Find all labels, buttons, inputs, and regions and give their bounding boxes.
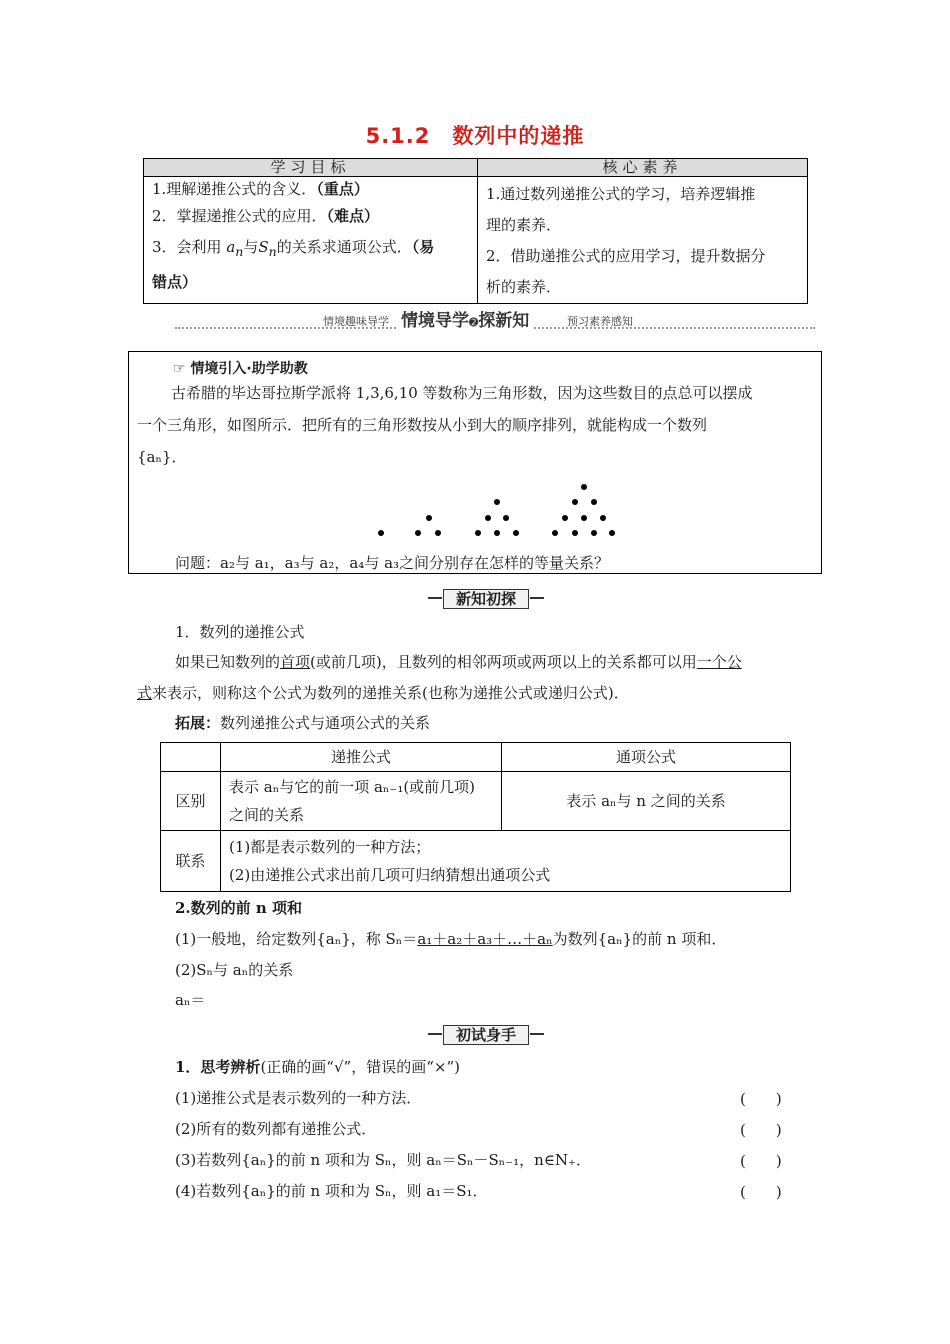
relation-row-connection-label: 联系 [161,831,221,892]
partial-sum-relation: (2)Sₙ与 aₙ的关系 [175,961,294,979]
page-title: 5.1.2 数列中的递推 [365,124,585,148]
relation-table [160,742,791,892]
paragraph-definition-line2: 式来表示，则称这个公式为数列的递推关系(也称为递推公式或递归公式)． [137,684,629,702]
answer-blank-4[interactable]: ( ) [740,1183,782,1201]
relation-header-recursive: 递推公式 [221,743,502,772]
answer-blank-1[interactable]: ( ) [740,1090,782,1108]
scenario-text-3: {aₙ}． [137,448,187,466]
exercise-item-3: (3)若数列{aₙ}的前 n 项和为 Sₙ，则 aₙ＝Sₙ－Sₙ₋₁，n∈N₊． [175,1151,591,1169]
objectives-table [143,158,808,304]
hand-icon: ☞ [173,361,186,377]
heading-recursive-formula: 1．数列的递推公式 [175,623,305,641]
answer-blank-3[interactable]: ( ) [740,1152,782,1170]
exercise-item-2: (2)所有的数列都有递推公式． [175,1120,377,1138]
section-tag-new-knowledge: 新知初探 [443,589,529,609]
exercise-item-4: (4)若数列{aₙ}的前 n 项和为 Sₙ，则 a₁＝S₁． [175,1182,488,1200]
relation-connection: (1)都是表示数列的一种方法； (2)由递推公式求出前几项可归纳猜想出通项公式 [221,831,791,892]
section-tag-first-try: 初试身手 [443,1025,529,1045]
scenario-header: ☞ 情境引入·助学助教 [173,361,308,377]
an-equals: aₙ＝ [175,991,206,1009]
paragraph-definition-line1: 如果已知数列的首项(或前几项)，且数列的相邻两项或两项以上的关系都可以用一个公 [175,653,742,671]
objectives-goals-cell: 1.理解递推公式的含义．（重点） 2．掌握递推公式的应用．（难点） 3．会利用 $a_n$与$S_n$的关系求通项公式．（易 错点） [144,177,478,304]
scenario-text-1: 古希腊的毕达哥拉斯学派将 1,3,6,10 等数称为三角形数，因为这些数目的点总可以摆成 [171,384,753,402]
relation-row-difference-label: 区别 [161,772,221,831]
heading-partial-sum: 2.数列的前 n 项和 [175,899,303,917]
objectives-literacy-cell: 1.通过数列递推公式的学习，培养逻辑推 理的素养． 2．借助递推公式的应用学习，提升数据分 析的素养． [478,177,808,304]
scenario-text-2: 一个三角形，如图所示．把所有的三角形数按从小到大的顺序排列，就能构成一个数列 [137,416,708,434]
scenario-box [128,351,822,574]
relation-header-general: 通项公式 [502,743,791,772]
objectives-header-goals: 学习目标 [144,159,478,177]
relation-difference-recursive: 表示 aₙ与它的前一项 aₙ₋₁(或前几项) 之间的关系 [221,772,502,831]
scenario-question: 问题：a₂与 a₁，a₃与 a₂，a₄与 a₃之间分别存在怎样的等量关系？ [175,554,610,572]
section-banner [175,303,815,333]
exercise-item-1: (1)递推公式是表示数列的一种方法． [175,1089,422,1107]
banner-title: 情境导学➋探新知 [397,306,533,331]
objectives-header-literacy: 核心素养 [478,159,808,177]
exercise-heading: 1．思考辨析(正确的画“√”，错误的画“×”) [175,1058,460,1076]
partial-sum-definition: (1)一般地，给定数列{aₙ}，称 Sₙ＝a₁＋a₂＋a₃＋…＋aₙ为数列{aₙ}的前 n 项和． [175,930,727,948]
banner-left-caption: 情境趣味导学 [323,315,389,328]
banner-right-caption: 预习素养感知 [567,315,633,328]
answer-blank-2[interactable]: ( ) [740,1121,782,1139]
relation-difference-general: 表示 aₙ与 n 之间的关系 [502,772,791,831]
extension-line: 拓展：数列递推公式与通项公式的关系 [175,714,431,732]
